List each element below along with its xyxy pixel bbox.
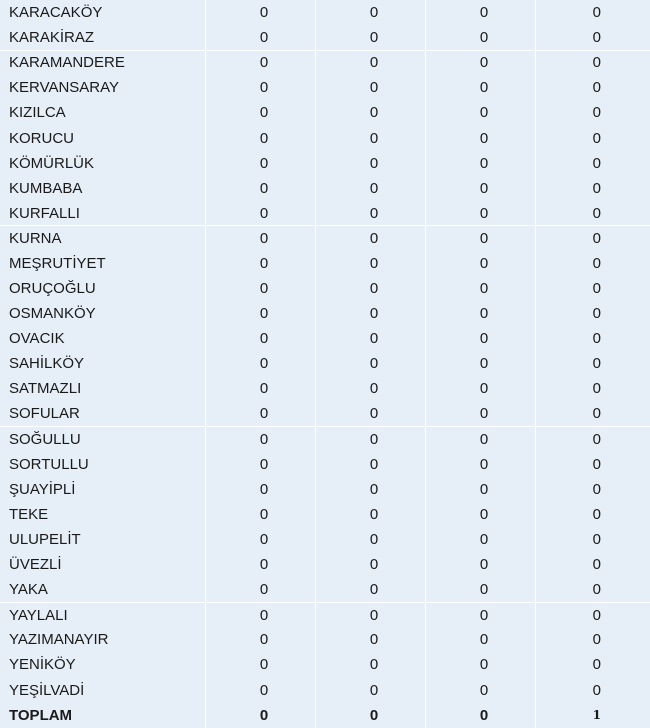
value-col-3: 0 (425, 75, 535, 100)
value-col-2: 0 (315, 602, 425, 627)
value-col-3: 0 (425, 326, 535, 351)
table-row (0, 151, 650, 176)
value-col-3: 0 (425, 201, 535, 226)
table-row (0, 326, 650, 351)
value-col-2: 0 (315, 226, 425, 251)
value-col-1: 0 (205, 527, 315, 552)
value-col-1: 0 (205, 602, 315, 627)
value-col-1: 0 (205, 627, 315, 652)
village-name: TEKE (0, 502, 205, 527)
value-col-1: 0 (205, 25, 315, 50)
value-col-1: 0 (205, 0, 315, 25)
value-col-1: 0 (205, 100, 315, 125)
value-col-3: 0 (425, 502, 535, 527)
value-col-2: 0 (315, 201, 425, 226)
value-col-1: 0 (205, 301, 315, 326)
value-col-3: 0 (425, 552, 535, 577)
value-col-3: 0 (425, 678, 535, 703)
value-col-4: 0 (592, 280, 601, 298)
value-col-4: 0 (535, 602, 650, 627)
village-name: KARACAKÖY (0, 0, 205, 25)
table-row (0, 0, 650, 25)
value-col-2: 0 (315, 552, 425, 577)
total-value-col-3: 0 (425, 703, 535, 728)
village-name: YAZIMANAYIR (0, 627, 205, 652)
total-value-col-4: 1 (592, 708, 601, 723)
value-col-2: 0 (315, 125, 425, 150)
value-col-3: 0 (425, 50, 535, 75)
value-col-2: 0 (315, 502, 425, 527)
value-col-4: 0 (592, 4, 601, 22)
table-row (0, 251, 650, 276)
value-col-4: 0 (592, 531, 601, 549)
table-row (0, 75, 650, 100)
village-name: YAYLALI (0, 602, 205, 627)
value-col-1: 0 (205, 427, 315, 452)
value-col-4: 0 (592, 79, 601, 97)
table-row (0, 100, 650, 125)
value-col-1: 0 (205, 125, 315, 150)
value-col-4: 0 (592, 505, 601, 523)
value-col-3: 0 (425, 477, 535, 502)
table-row (0, 125, 650, 150)
value-col-3: 0 (425, 276, 535, 301)
value-col-2: 0 (315, 251, 425, 276)
value-col-4: 0 (592, 405, 601, 423)
table-row (0, 351, 650, 376)
value-col-4: 0 (535, 226, 650, 251)
value-col-4: 0 (535, 50, 650, 75)
value-col-1: 0 (205, 351, 315, 376)
value-col-1: 0 (205, 176, 315, 201)
value-col-4: 0 (535, 427, 650, 452)
value-col-3: 0 (425, 376, 535, 401)
table-row (0, 502, 650, 527)
value-col-1: 0 (205, 75, 315, 100)
value-col-2: 0 (315, 427, 425, 452)
village-name: MEŞRUTİYET (0, 251, 205, 276)
value-col-1: 0 (205, 577, 315, 602)
value-col-2: 0 (315, 0, 425, 25)
value-col-4: 0 (592, 28, 601, 46)
value-col-1: 0 (205, 552, 315, 577)
village-name: SATMAZLI (0, 376, 205, 401)
value-col-1: 0 (205, 477, 315, 502)
village-name: OSMANKÖY (0, 301, 205, 326)
value-col-4: 0 (592, 556, 601, 574)
table-row (0, 527, 650, 552)
village-name: KUMBABA (0, 176, 205, 201)
total-value-col-1: 0 (205, 703, 315, 728)
village-name: ŞUAYİPLİ (0, 477, 205, 502)
value-col-2: 0 (315, 376, 425, 401)
value-col-4: 0 (592, 305, 601, 323)
value-col-2: 0 (315, 678, 425, 703)
table-row (0, 477, 650, 502)
village-name: SOFULAR (0, 402, 205, 427)
village-name: KARAKİRAZ (0, 25, 205, 50)
table-row (0, 226, 650, 251)
value-col-4: 0 (592, 455, 601, 473)
value-col-3: 0 (425, 452, 535, 477)
value-col-1: 0 (205, 326, 315, 351)
village-name: ÜVEZLİ (0, 552, 205, 577)
value-col-1: 0 (205, 226, 315, 251)
value-col-1: 0 (205, 201, 315, 226)
value-col-4: 0 (592, 380, 601, 398)
value-col-3: 0 (425, 176, 535, 201)
total-label: TOPLAM (0, 703, 205, 728)
table-row (0, 276, 650, 301)
value-col-4: 0 (592, 480, 601, 498)
value-col-1: 0 (205, 276, 315, 301)
table-row (0, 301, 650, 326)
value-col-4: 0 (592, 129, 601, 147)
value-col-1: 0 (205, 151, 315, 176)
village-name: YAKA (0, 577, 205, 602)
village-name: ULUPELİT (0, 527, 205, 552)
value-col-2: 0 (315, 326, 425, 351)
value-col-3: 0 (425, 427, 535, 452)
value-col-1: 0 (205, 452, 315, 477)
value-col-2: 0 (315, 100, 425, 125)
value-col-3: 0 (425, 251, 535, 276)
value-col-2: 0 (315, 301, 425, 326)
value-col-4: 0 (592, 656, 601, 674)
value-col-3: 0 (425, 627, 535, 652)
value-col-2: 0 (315, 577, 425, 602)
village-name: KARAMANDERE (0, 50, 205, 75)
value-col-2: 0 (315, 25, 425, 50)
value-col-4: 0 (592, 355, 601, 373)
table-row (0, 452, 650, 477)
table-row (0, 176, 650, 201)
table-row (0, 577, 650, 602)
value-col-3: 0 (425, 577, 535, 602)
value-col-1: 0 (205, 376, 315, 401)
value-col-2: 0 (315, 276, 425, 301)
value-col-2: 0 (315, 452, 425, 477)
value-col-2: 0 (315, 652, 425, 677)
table-row (0, 25, 650, 50)
value-col-2: 0 (315, 627, 425, 652)
village-name: KURFALLI (0, 201, 205, 226)
table-row (0, 652, 650, 677)
village-name: SAHİLKÖY (0, 351, 205, 376)
value-col-3: 0 (425, 527, 535, 552)
value-col-1: 0 (205, 678, 315, 703)
value-col-2: 0 (315, 477, 425, 502)
total-row (0, 703, 650, 728)
value-col-4: 0 (592, 179, 601, 197)
value-col-3: 0 (425, 652, 535, 677)
village-name: OVACIK (0, 326, 205, 351)
value-col-2: 0 (315, 75, 425, 100)
village-name: YEŞİLVADİ (0, 678, 205, 703)
value-col-3: 0 (425, 25, 535, 50)
village-name: KIZILCA (0, 100, 205, 125)
value-col-3: 0 (425, 226, 535, 251)
value-col-4: 0 (592, 204, 601, 222)
value-col-4: 0 (592, 631, 601, 649)
value-col-2: 0 (315, 50, 425, 75)
value-col-1: 0 (205, 251, 315, 276)
value-col-4: 0 (592, 330, 601, 348)
table-row (0, 201, 650, 226)
value-col-3: 0 (425, 0, 535, 25)
village-name: KÖMÜRLÜK (0, 151, 205, 176)
table-row (0, 627, 650, 652)
table-row (0, 602, 650, 627)
value-col-3: 0 (425, 602, 535, 627)
value-col-1: 0 (205, 50, 315, 75)
value-col-4: 0 (592, 154, 601, 172)
table-row (0, 402, 650, 427)
village-name: KURNA (0, 226, 205, 251)
table-row (0, 678, 650, 703)
village-name: SOĞULLU (0, 427, 205, 452)
value-col-1: 0 (205, 402, 315, 427)
value-col-4: 0 (592, 104, 601, 122)
value-col-1: 0 (205, 502, 315, 527)
value-col-3: 0 (425, 151, 535, 176)
value-col-2: 0 (315, 527, 425, 552)
value-col-1: 0 (205, 652, 315, 677)
village-name: KORUCU (0, 125, 205, 150)
table-row (0, 376, 650, 401)
value-col-4: 0 (592, 254, 601, 272)
table-row (0, 50, 650, 75)
village-name: ORUÇOĞLU (0, 276, 205, 301)
value-col-3: 0 (425, 125, 535, 150)
village-name: KERVANSARAY (0, 75, 205, 100)
value-col-4: 0 (592, 681, 601, 699)
value-col-2: 0 (315, 402, 425, 427)
value-col-4: 0 (592, 580, 601, 598)
total-value-col-2: 0 (315, 703, 425, 728)
value-col-3: 0 (425, 100, 535, 125)
table-row (0, 427, 650, 452)
value-col-3: 0 (425, 402, 535, 427)
value-col-3: 0 (425, 301, 535, 326)
value-col-2: 0 (315, 351, 425, 376)
value-col-3: 0 (425, 351, 535, 376)
village-name: SORTULLU (0, 452, 205, 477)
value-col-2: 0 (315, 151, 425, 176)
village-name: YENİKÖY (0, 652, 205, 677)
table-row (0, 552, 650, 577)
value-col-2: 0 (315, 176, 425, 201)
